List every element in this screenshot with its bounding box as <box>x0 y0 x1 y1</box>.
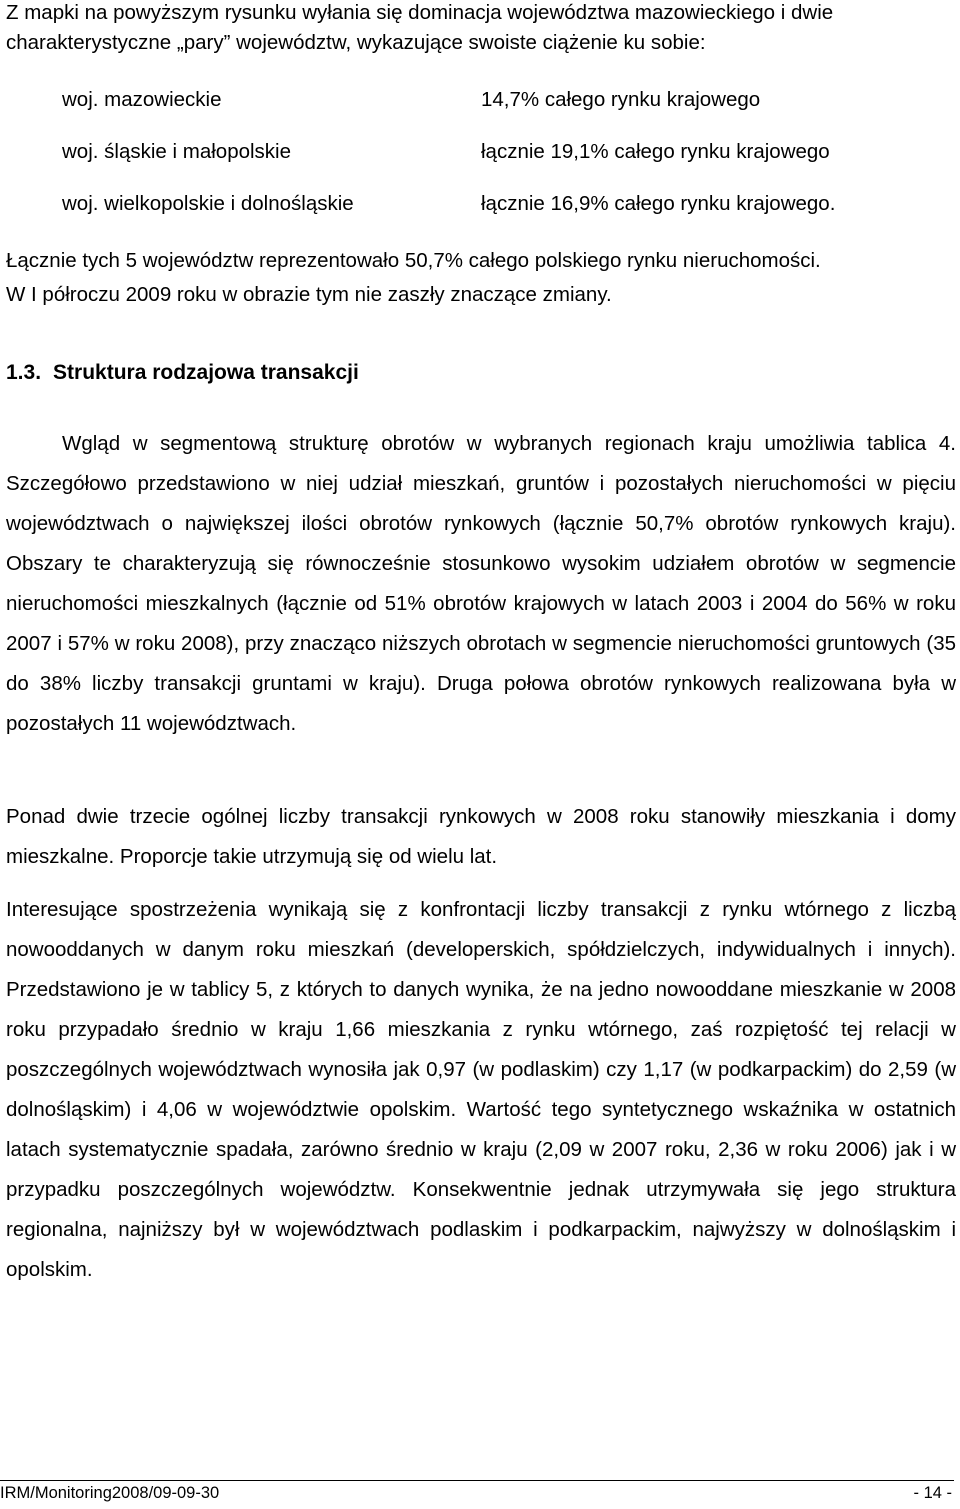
region-name: woj. śląskie i małopolskie <box>62 140 292 163</box>
body-paragraph: Ponad dwie trzecie ogólnej liczby transakcji rynkowych w 2008 roku stanowiły mieszkania i domy mieszkalne. Proporcje takie utrzymują się od wielu lat. <box>6 805 956 868</box>
page-number: - 14 - <box>913 1484 952 1502</box>
intro-paragraph: Z mapki na powyższym rysunku wyłania się dominacja województwa mazowieckiego i dwie charakterystyczne „pary” województw, wykazujące swoiste ciążenie ku sobie: <box>6 1 834 54</box>
section-number: 1.3. <box>6 361 42 384</box>
region-row <box>6 88 956 140</box>
footer-divider <box>0 1480 954 1481</box>
region-name: woj. mazowieckie <box>62 88 222 111</box>
body-paragraph: Wgląd w segmentową strukturę obrotów w wybranych regionach kraju umożliwia tablica 4. Szczegółowo przedstawiono w niej udział mieszkań, gruntów i pozostałych nieruchomości w pięciu województwach o największej ilości obrotów rynkowych (łącznie 50,7% obrotów rynkowych kraju). Obszary te charakteryzują się równocześnie stosunkowo wysokim udziałem obrotów w segmencie nieruchomości mieszkalnych (łącznie od 51% obrotów krajowych w latach 2003 i 2004 do 56% w roku 2007 i 57% w roku 2008), przy znacząco niższych obrotach w segmencie nieruchomości gruntowych (35 do 38% liczby transakcji gruntami w kraju). Druga połowa obrotów rynkowych realizowana była w pozostałych 11 województwach. <box>6 432 956 735</box>
region-share: 14,7% całego rynku krajowego <box>481 88 761 111</box>
section-heading <box>6 361 359 385</box>
summary-line: Łącznie tych 5 województw reprezentowało 50,7% całego polskiego rynku nieruchomości. <box>6 249 821 272</box>
section-title: Struktura rodzajowa transakcji <box>53 361 359 384</box>
region-share: łącznie 19,1% całego rynku krajowego <box>481 140 830 163</box>
footer-document-id: IRM/Monitoring2008/09-09-30 <box>0 1484 220 1502</box>
body-paragraph: Interesujące spostrzeżenia wynikają się z konfrontacji liczby transakcji z rynku wtórnego z liczbą nowooddanych w danym roku mieszkań (developerskich, spółdzielczych, indywidualnych i innych). Przedstawiono je w tablicy 5, z których to danych wynika, że na jedno nowooddane mieszkanie w 2008 roku przypadało średnio w kraju 1,66 mieszkania z rynku wtórnego, zaś rozpiętość tej relacji w poszczególnych województwach wynosiła jak 0,97 (w podlaskim) czy 1,17 (w podkarpackim) do 2,59 (w dolnośląskim) i 4,06 w województwie opolskim. Wartość tego syntetycznego wskaźnika w ostatnich latach systematycznie spadała, zarówno średnio w kraju (2,09 w 2007 roku, 2,36 w roku 2006) jak i w przypadku poszczególnych województw. Konsekwentnie jednak utrzymywała się jego struktura regionalna, najniższy był w województwach podlaskim i podkarpackim, najwyższy w dolnośląskim i opolskim. <box>6 898 956 1281</box>
region-share-list <box>6 88 956 244</box>
region-name: woj. wielkopolskie i dolnośląskie <box>62 192 354 215</box>
region-row <box>6 140 956 192</box>
summary-line: W I półroczu 2009 roku w obrazie tym nie zaszły znaczące zmiany. <box>6 283 612 306</box>
region-share: łącznie 16,9% całego rynku krajowego. <box>481 192 836 215</box>
summary-paragraph <box>6 244 956 312</box>
region-row <box>6 192 956 244</box>
